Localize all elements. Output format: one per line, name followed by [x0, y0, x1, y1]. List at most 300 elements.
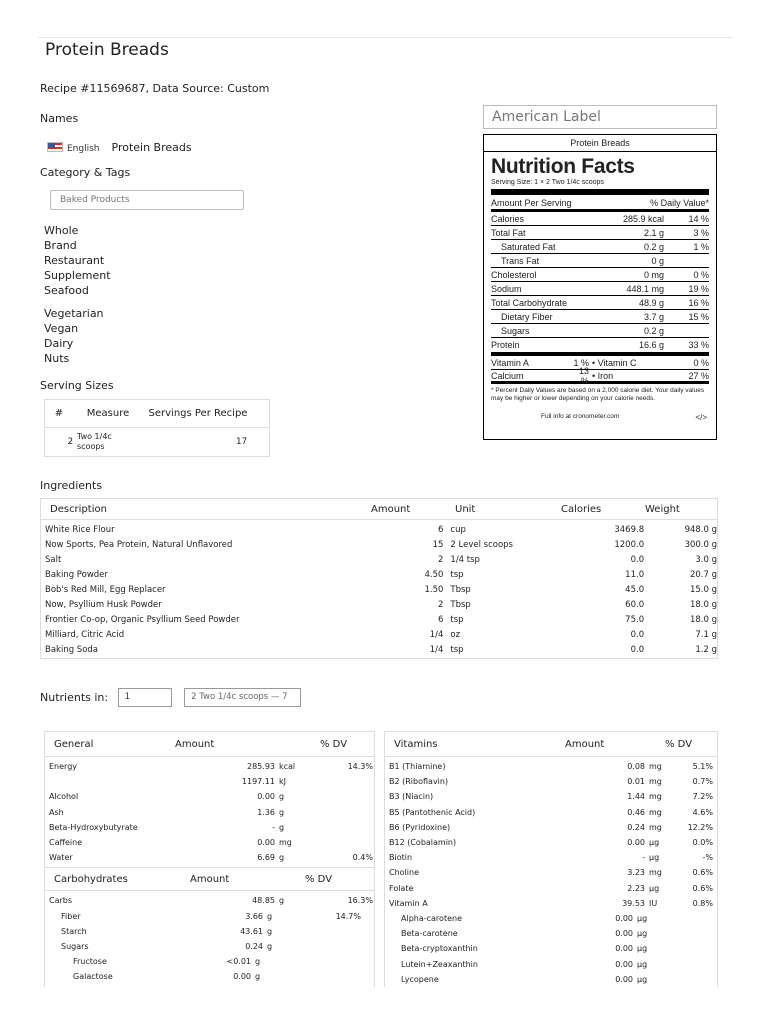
serving-measure: Two 1/4c scoops [77, 432, 112, 451]
ingredient-unit: 2 Level scoops [450, 539, 513, 550]
general-row[interactable] [45, 774, 374, 789]
label-row-sodium [491, 282, 709, 296]
vitamins-row[interactable] [385, 881, 717, 896]
nutrient-name: Folate [389, 883, 414, 893]
nutrient-name: Biotin [389, 853, 413, 863]
nutrient-unit: g [279, 792, 285, 802]
serving-row[interactable] [45, 428, 269, 456]
col-carbs-amount: Amount [190, 873, 230, 885]
nutrient-unit: g [279, 896, 285, 906]
vitamin-a-c-row [491, 356, 709, 370]
label-nutrient-pct: 0 % [693, 269, 709, 280]
general-rows [45, 757, 374, 865]
tag-item[interactable]: Vegetarian [44, 307, 104, 320]
col-vitamins-dv: % DV [665, 738, 693, 750]
iron-label: • Iron [592, 370, 614, 381]
label-nutrient-pct: 33 % [688, 340, 709, 350]
carbohydrates-row[interactable] [45, 893, 374, 908]
label-type-select[interactable]: American Label [483, 105, 717, 129]
us-flag-icon [47, 142, 63, 152]
nutrient-unit: g [279, 822, 285, 832]
ingredient-amount: 2 [437, 554, 444, 565]
ingredient-weight: 18.0 g [689, 599, 717, 610]
label-nutrient-name: Cholesterol [491, 269, 537, 280]
tag-item[interactable]: Dairy [44, 337, 74, 350]
names-heading: Names [40, 112, 79, 125]
category-input[interactable] [50, 190, 244, 210]
nutrient-unit: µg [649, 853, 660, 863]
nutrient-name: Galactose [73, 972, 113, 982]
col-general-dv: % DV [320, 738, 348, 750]
carbohydrates-row[interactable] [45, 924, 374, 939]
ingredient-description: White Rice Flour [45, 524, 115, 535]
ingredients-rows [41, 520, 717, 658]
nutrient-name: Beta-cryptoxanthin [401, 944, 478, 954]
nutrient-amount: 43.61 [240, 926, 263, 936]
recipe-name: Protein Breads [111, 141, 192, 154]
col-measure: Measure [86, 408, 130, 419]
nutrient-amount: 1.36 [257, 807, 275, 817]
ingredient-description: Frontier Co-op, Organic Psyllium Seed Powder [45, 614, 240, 625]
label-row-saturated-fat [491, 240, 709, 254]
nutrient-name: B1 (Thiamine) [389, 762, 446, 772]
nutrient-amount: 0.00 [615, 959, 633, 969]
ingredient-amount: 1.50 [424, 584, 444, 595]
nutrient-name: Fiber [61, 911, 81, 921]
col-vitamins-amount: Amount [565, 738, 605, 750]
nutrients-in-bar [40, 688, 301, 707]
vitamins-row[interactable] [385, 911, 717, 926]
nutrient-name: Alcohol [49, 792, 79, 802]
nutrient-amount: 0.01 [627, 777, 645, 787]
nutrient-amount: 39.53 [622, 898, 645, 908]
ingredient-calories: 0.0 [630, 554, 645, 565]
vitamins-row[interactable] [385, 896, 717, 911]
nutrient-unit: IU [649, 898, 658, 908]
name-entry [47, 136, 192, 155]
label-nutrient-amount: 16.6 g [638, 340, 664, 350]
nutrient-dv: 0.6% [692, 883, 713, 893]
nutrient-name: Beta-Hydroxybutyrate [49, 822, 138, 832]
label-nutrient-amount: 0.2 g [643, 325, 664, 336]
vitamins-row[interactable] [385, 941, 717, 956]
full-info-link[interactable]: Full info at cronometer.com [541, 413, 620, 420]
label-nutrient-pct: 1 % [693, 241, 709, 252]
general-row[interactable] [45, 789, 374, 804]
carbohydrates-row[interactable] [45, 909, 374, 924]
label-nutrient-amount: 48.9 g [638, 297, 664, 308]
embed-code-icon[interactable]: </> [695, 413, 707, 422]
nutrient-unit: µg [637, 959, 648, 969]
ingredient-weight: 3.0 g [695, 554, 717, 565]
nutrient-dv: 4.6% [692, 807, 713, 817]
nutrient-unit: mg [649, 807, 662, 817]
tags-group-1 [44, 223, 111, 298]
ingredient-description: Bob's Red Mill, Egg Replacer [45, 584, 166, 595]
nutrient-name: Beta-carotene [401, 929, 458, 939]
amount-per-serving: Amount Per Serving [491, 198, 572, 208]
serving-size-line: Serving Size: 1 × 2 Two 1/4c scoops [491, 179, 604, 186]
carbohydrates-row[interactable] [45, 939, 374, 954]
nutrient-unit: µg [637, 974, 648, 984]
ingredient-amount: 6 [437, 524, 444, 535]
nutrient-amount: 3.66 [245, 911, 263, 921]
ingredient-weight: 18.0 g [689, 614, 717, 625]
label-nutrient-name: Dietary Fiber [501, 311, 553, 322]
nutrient-dv: 12.2% [687, 822, 713, 832]
vitamin-c-label: • Vitamin C [592, 357, 637, 368]
col-general-amount: Amount [175, 738, 215, 750]
label-nutrient-amount: 3.7 g [643, 311, 664, 322]
tag-item[interactable]: Vegan [44, 322, 79, 335]
nutrient-name: B2 (Riboflavin) [389, 777, 449, 787]
nutrient-name: Fructose [73, 957, 107, 967]
general-row[interactable] [45, 835, 374, 850]
nutrient-unit: mg [649, 792, 662, 802]
nutrient-name: Choline [389, 868, 419, 878]
nutrient-amount: 0.24 [627, 822, 645, 832]
serving-select[interactable]: 2 Two 1/4c scoops — 7 [184, 688, 301, 707]
iron-pct: 27 % [688, 370, 709, 381]
vitamins-row[interactable] [385, 820, 717, 835]
nutrient-unit: µg [637, 929, 648, 939]
ingredient-weight: 300.0 g [684, 539, 717, 550]
tag-item[interactable]: Brand [44, 239, 77, 252]
ingredient-calories: 0.0 [630, 629, 645, 640]
vitamins-row[interactable] [385, 789, 717, 804]
col-calories: Calories [561, 503, 602, 515]
vitamin-a-pct: 1 % [573, 357, 589, 368]
general-row[interactable] [45, 820, 374, 835]
ingredient-description: Salt [45, 554, 62, 565]
nutrient-unit: g [267, 941, 273, 951]
label-nutrient-name: Protein [491, 340, 520, 350]
label-nutrient-name: Sodium [491, 283, 522, 294]
ingredient-calories: 11.0 [625, 569, 645, 580]
nutrient-amount: 0.00 [615, 944, 633, 954]
nutrient-name: Vitamin A [389, 898, 428, 908]
language-label: English [67, 144, 100, 154]
col-weight: Weight [645, 503, 680, 515]
carbohydrates-header [45, 867, 374, 891]
vitamins-rows [385, 757, 717, 987]
serving-number: 2 [67, 437, 73, 447]
nutrient-amount: 1.44 [627, 792, 645, 802]
nutrient-unit: mg [649, 868, 662, 878]
tag-item[interactable]: Whole [44, 224, 79, 237]
ingredient-row[interactable] [41, 627, 717, 642]
carbohydrates-row[interactable] [45, 954, 374, 969]
calcium-label: Calcium [491, 370, 524, 381]
ingredient-row[interactable] [41, 597, 717, 612]
carbohydrates-rows [45, 891, 374, 984]
nutrient-amount: 1197.11 [241, 777, 275, 787]
nutrient-dv: 0.4% [352, 853, 373, 863]
ingredient-row[interactable] [41, 552, 717, 567]
thick-rule [491, 189, 709, 195]
nutrient-dv: 16.3% [347, 896, 373, 906]
page-title: Protein Breads [45, 40, 169, 60]
ingredient-amount: 1/4 [429, 629, 444, 640]
tags-group-2 [44, 306, 104, 366]
vitamins-row[interactable] [385, 805, 717, 820]
vitamins-row[interactable] [385, 865, 717, 880]
label-nutrient-name: Total Fat [491, 227, 526, 238]
label-nutrient-pct: 14 % [688, 213, 709, 224]
label-row-trans-fat [491, 254, 709, 268]
ingredients-heading: Ingredients [40, 479, 103, 492]
nutrient-name: B5 (Pantothenic Acid) [389, 807, 476, 817]
label-row-total-carb [491, 296, 709, 310]
nutrient-unit: g [279, 853, 285, 863]
label-nutrient-amount: 0.2 g [643, 241, 664, 252]
vitamin-a-label: Vitamin A [491, 357, 529, 368]
tag-item[interactable]: Supplement [44, 269, 111, 282]
ingredient-amount: 6 [437, 614, 444, 625]
nutrient-name: Carbs [49, 896, 73, 906]
ingredients-header [41, 499, 717, 520]
ingredient-unit: 1/4 tsp [450, 554, 480, 565]
ingredient-unit: Tbsp [450, 584, 471, 595]
general-row[interactable] [45, 759, 374, 774]
nutrient-amount: 0.00 [257, 838, 275, 848]
ingredient-unit: Tbsp [450, 599, 471, 610]
ingredient-weight: 7.1 g [695, 629, 717, 640]
nutrient-dv: 7.2% [692, 792, 713, 802]
recipe-meta: Recipe #11569687, Data Source: Custom [40, 82, 270, 95]
vitamins-table [384, 731, 718, 987]
ingredient-calories: 75.0 [625, 614, 645, 625]
nutrient-name: B3 (Niacin) [389, 792, 434, 802]
nutrient-unit: mg [649, 822, 662, 832]
ingredient-description: Baking Powder [45, 569, 108, 580]
ingredient-row[interactable] [41, 567, 717, 582]
nutrient-unit: mg [649, 762, 662, 772]
nutrient-amount: 48.85 [252, 896, 275, 906]
nutrient-dv: 14.7% [335, 911, 361, 921]
ingredient-weight: 1.2 g [695, 644, 717, 655]
label-nutrient-amount: 448.1 mg [626, 283, 664, 294]
nutrient-amount: 6.69 [257, 853, 275, 863]
nutrient-unit: kJ [279, 777, 286, 787]
nutrient-dv: 0.0% [692, 838, 713, 848]
label-nutrient-amount: 0 g [651, 255, 664, 266]
general-header [45, 732, 374, 757]
tag-item[interactable]: Seafood [44, 284, 89, 297]
label-nutrient-pct: 15 % [688, 311, 709, 322]
ingredient-row[interactable] [41, 582, 717, 597]
nutrient-name: Energy [49, 762, 78, 772]
ingredient-description: Baking Soda [45, 644, 99, 655]
nutrient-dv: 0.6% [692, 868, 713, 878]
label-recipe-name: Protein Breads [484, 135, 716, 152]
ingredient-calories: 45.0 [625, 584, 645, 595]
col-unit: Unit [455, 503, 476, 515]
ingredient-description: Now Sports, Pea Protein, Natural Unflavored [45, 539, 233, 550]
col-description: Description [50, 503, 107, 515]
ingredient-unit: tsp [450, 569, 464, 580]
label-nutrient-pct: 16 % [688, 297, 709, 308]
label-nutrient-name: Sugars [501, 325, 530, 336]
tag-item[interactable]: Restaurant [44, 254, 105, 267]
nutrient-unit: µg [649, 838, 660, 848]
label-row-dietary-fiber [491, 310, 709, 324]
nutrient-amount: - [272, 822, 275, 832]
col-carbohydrates: Carbohydrates [54, 873, 128, 885]
nutrient-dv: 5.1% [692, 762, 713, 772]
ingredient-description: Now, Psyllium Husk Powder [45, 599, 162, 610]
general-row[interactable] [45, 850, 374, 865]
ingredient-unit: cup [450, 524, 466, 535]
nutrient-amount: - [642, 853, 645, 863]
nutrient-dv: 14.3% [347, 762, 373, 772]
label-nutrient-pct: 3 % [693, 227, 709, 238]
ingredients-table [40, 498, 718, 659]
label-row-cholesterol [491, 268, 709, 282]
vitamins-row[interactable] [385, 774, 717, 789]
nutrients-in-label: Nutrients in: [40, 691, 109, 704]
nutrient-name: Water [49, 853, 73, 863]
general-table [44, 731, 375, 987]
nutrient-dv: 0.7% [692, 777, 713, 787]
nutrient-name: Alpha-carotene [401, 913, 462, 923]
col-number: # [54, 408, 64, 419]
nutrient-amount: 0.00 [257, 792, 275, 802]
nutrient-dv: -% [702, 853, 713, 863]
nutrient-amount: 0.08 [627, 762, 645, 772]
col-servings: Servings Per Recipe [148, 408, 248, 419]
nutrient-amount: 0.24 [245, 941, 263, 951]
general-row[interactable] [45, 805, 374, 820]
carbohydrates-row[interactable] [45, 969, 374, 984]
vitamins-row[interactable] [385, 850, 717, 865]
nutrient-unit: g [267, 911, 273, 921]
nutrient-amount: 2.23 [627, 883, 645, 893]
ingredient-calories: 60.0 [625, 599, 645, 610]
calcium-pct: 13 % [578, 365, 589, 386]
vitamins-row[interactable] [385, 759, 717, 774]
ingredient-weight: 948.0 g [684, 524, 717, 535]
ingredient-amount: 1/4 [429, 644, 444, 655]
serving-sizes-heading: Serving Sizes [40, 379, 114, 392]
ingredient-amount: 2 [437, 599, 444, 610]
label-nutrient-name: Saturated Fat [501, 241, 556, 252]
ingredient-amount: 15 [432, 539, 444, 550]
nutrient-amount: 0.00 [615, 974, 633, 984]
nutrient-name: Sugars [61, 941, 89, 951]
nutrient-unit: mg [279, 838, 292, 848]
amount-per-serving-row [491, 197, 709, 212]
vitamin-c-pct: 0 % [693, 357, 709, 368]
ingredient-weight: 20.7 g [689, 569, 717, 580]
ingredient-unit: tsp [450, 614, 464, 625]
nutrient-name: Lycopene [401, 974, 439, 984]
tag-item[interactable]: Nuts [44, 352, 70, 365]
nutrient-name: B6 (Pyridoxine) [389, 822, 451, 832]
serving-table-header [45, 400, 269, 428]
label-nutrient-amount: 285.9 kcal [622, 213, 664, 224]
nutrient-amount: 0.00 [615, 913, 633, 923]
nutrient-name: Starch [61, 926, 87, 936]
nutrient-unit: µg [637, 944, 648, 954]
nutrient-amount: 3.23 [627, 868, 645, 878]
ingredient-calories: 0.0 [630, 644, 645, 655]
nutrient-name: B12 (Cobalamin) [389, 838, 457, 848]
label-nutrient-name: Trans Fat [501, 255, 540, 266]
nutrient-amount: 285.93 [247, 762, 275, 772]
nutrient-unit: kcal [279, 762, 296, 772]
nutrient-amount: <0.01 [226, 957, 251, 967]
vitamins-row[interactable] [385, 972, 717, 987]
col-carbs-dv: % DV [305, 873, 333, 885]
quantity-input[interactable]: 1 [118, 688, 172, 707]
nutrient-unit: g [255, 972, 261, 982]
label-nutrient-amount: 0 mg [643, 269, 664, 280]
col-general: General [54, 738, 94, 750]
nutrition-facts-title: Nutrition Facts [491, 155, 635, 178]
label-row-total-fat [491, 226, 709, 240]
ingredient-row[interactable] [41, 522, 717, 537]
nutrient-amount: 0.00 [615, 929, 633, 939]
nutrient-unit: µg [637, 913, 648, 923]
daily-value-header: % Daily Value* [650, 198, 709, 208]
nutrition-facts-label [483, 134, 717, 440]
label-nutrient-amount: 2.1 g [643, 227, 664, 238]
nutrient-unit: g [267, 926, 273, 936]
serving-count: 17 [236, 437, 247, 447]
category-heading: Category & Tags [40, 166, 131, 179]
nutrient-name: Caffeine [49, 838, 83, 848]
label-nutrient-name: Total Carbohydrate [491, 297, 568, 308]
ingredient-amount: 4.50 [424, 569, 444, 580]
nutrient-unit: g [255, 957, 261, 967]
nutrient-name: Lutein+Zeaxanthin [401, 959, 478, 969]
vitamins-row[interactable] [385, 835, 717, 850]
ingredient-row[interactable] [41, 612, 717, 627]
label-row-protein [491, 338, 709, 352]
ingredient-calories: 3469.8 [614, 524, 645, 535]
nutrition-rows [491, 212, 709, 352]
ingredient-description: Milliard, Citric Acid [45, 629, 125, 640]
vitamins-header [385, 732, 717, 757]
col-amount: Amount [371, 503, 411, 515]
calcium-iron-row [491, 365, 709, 386]
label-row-calories [491, 212, 709, 226]
nutrient-amount: 0.46 [627, 807, 645, 817]
col-vitamins: Vitamins [394, 738, 438, 750]
nutrient-unit: µg [649, 883, 660, 893]
nutrient-unit: g [279, 807, 285, 817]
nutrient-dv: 0.8% [692, 898, 713, 908]
serving-sizes-table [44, 399, 270, 457]
nutrient-name: Ash [49, 807, 64, 817]
nutrient-unit: mg [649, 777, 662, 787]
label-footer [491, 413, 709, 422]
ingredient-unit: oz [450, 629, 461, 640]
ingredient-row[interactable] [41, 642, 717, 657]
ingredient-weight: 15.0 g [689, 584, 717, 595]
nutrient-amount: 0.00 [627, 838, 645, 848]
label-nutrient-pct: 19 % [688, 283, 709, 294]
nutrient-amount: 0.00 [233, 972, 251, 982]
ingredient-row[interactable] [41, 537, 717, 552]
label-row-sugars [491, 324, 709, 338]
vitamins-row[interactable] [385, 926, 717, 941]
ingredient-calories: 1200.0 [614, 539, 645, 550]
ingredient-unit: tsp [450, 644, 464, 655]
label-footnote: * Percent Daily Values are based on a 2,000 calorie diet. Your daily values may be higher or lower depending on your calorie needs. [491, 387, 705, 402]
vitamins-row[interactable] [385, 956, 717, 971]
